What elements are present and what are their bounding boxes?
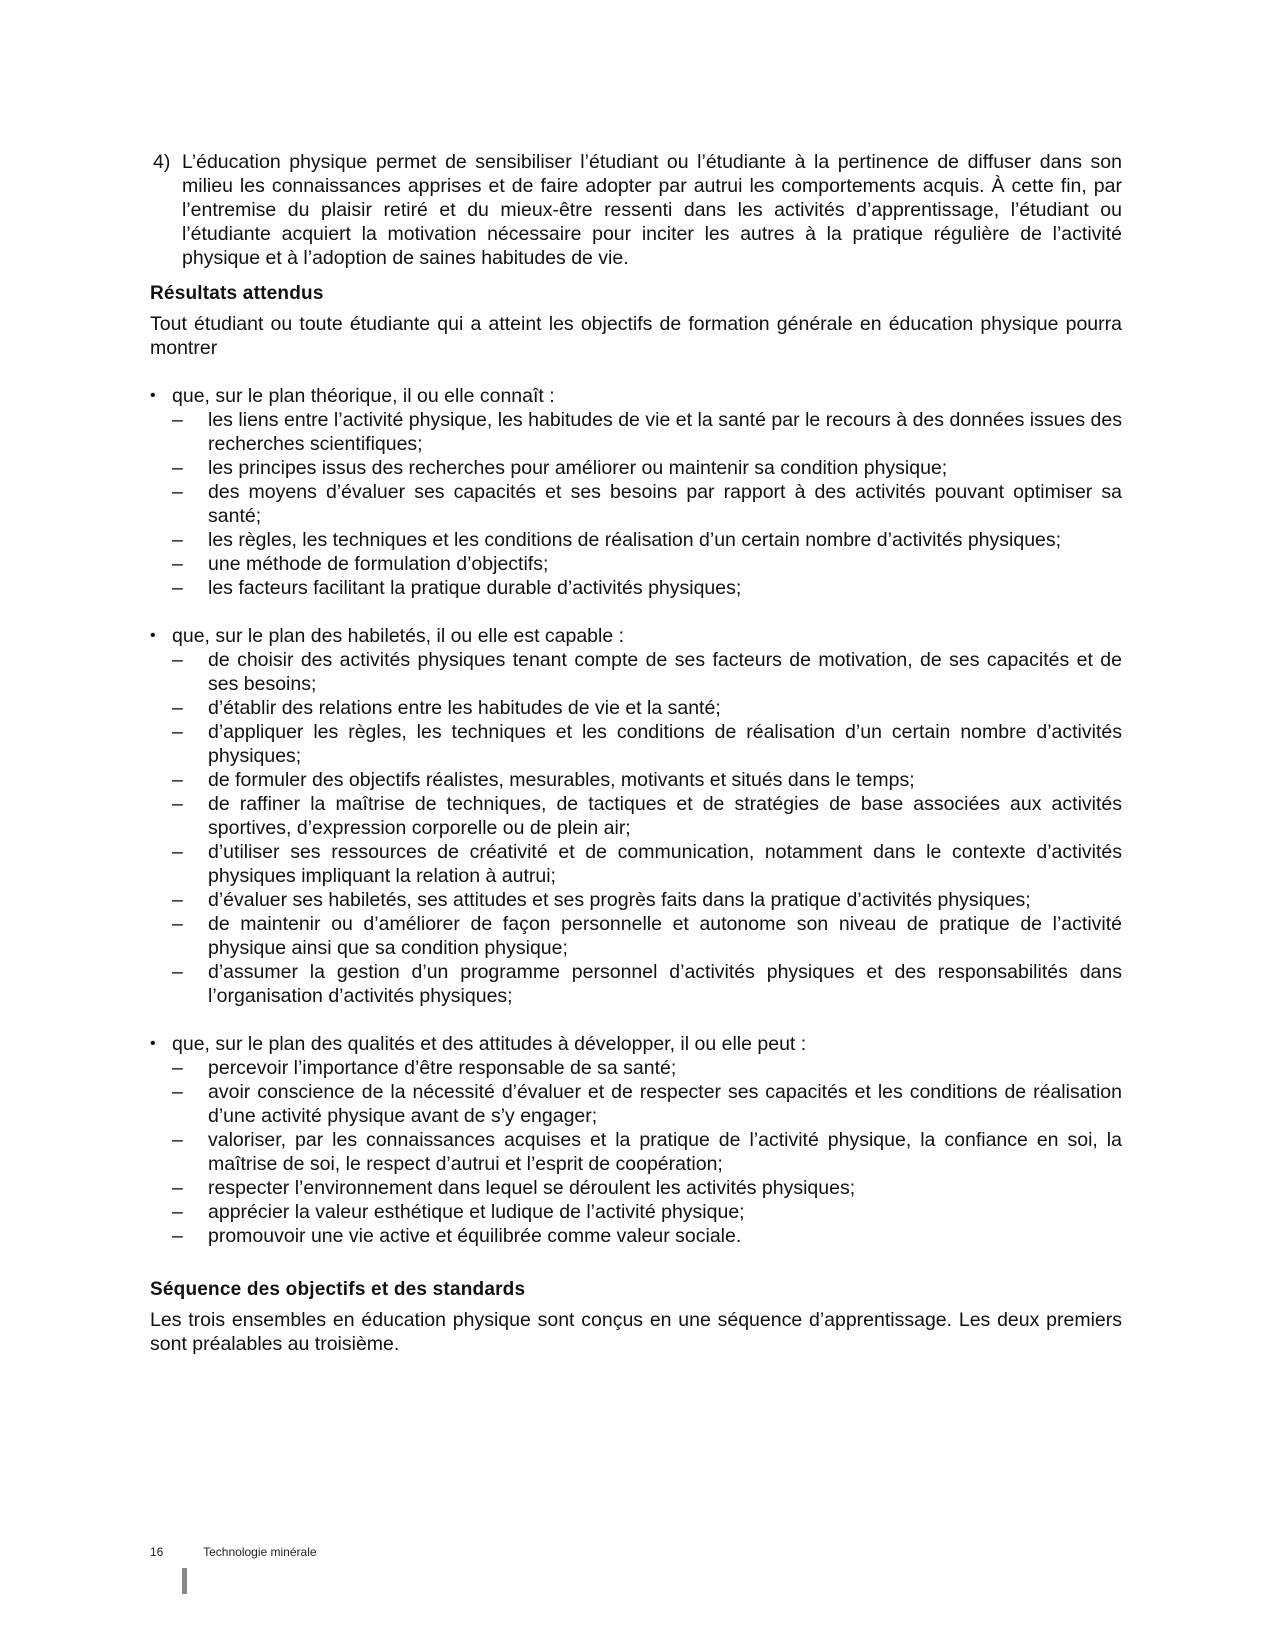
- list-item-text: avoir conscience de la nécessité d’évaluer et de respecter ses capacités et les conditions de réalisation d’une activité physique avant de s’y engager;: [208, 1081, 1122, 1127]
- dash-icon: –: [172, 913, 183, 935]
- dash-icon: –: [172, 577, 183, 599]
- list-item: [150, 768, 1122, 792]
- footer-bar: [182, 1568, 187, 1594]
- list-item-text: respecter l’environnement dans lequel se déroulent les activités physiques;: [208, 1177, 856, 1199]
- list-item-text: d’utiliser ses ressources de créativité et de communication, notamment dans le contexte d’activités physiques impliquant la relation à autrui;: [208, 841, 1122, 887]
- list-item: [150, 960, 1122, 1008]
- list-item: [150, 576, 1122, 600]
- sequence-heading: Séquence des objectifs et des standards: [150, 1279, 526, 1300]
- page-content: [150, 150, 1122, 1356]
- bullet-icon: •: [150, 1035, 156, 1052]
- list-item-text: de raffiner la maîtrise de techniques, de tactiques et de stratégies de base associées aux activités sportives, d’expression corporelle ou de plein air;: [208, 793, 1122, 839]
- list-item: [150, 1080, 1122, 1128]
- list-item-text: d’appliquer les règles, les techniques et les conditions de réalisation d’un certain nombre d’activités physiques;: [208, 721, 1122, 767]
- list-item-text: de maintenir ou d’améliorer de façon personnelle et autonome son niveau de pratique de l’activité physique ainsi que sa condition physique;: [208, 913, 1122, 959]
- dash-icon: –: [172, 457, 183, 479]
- list-item-text: d’évaluer ses habiletés, ses attitudes et ses progrès faits dans la pratique d’activités physiques;: [208, 889, 1031, 911]
- list-item: [150, 480, 1122, 528]
- dash-icon: –: [172, 649, 183, 671]
- list-item: [150, 792, 1122, 840]
- list-item: [150, 1200, 1122, 1224]
- dash-icon: –: [172, 529, 183, 551]
- dash-icon: –: [172, 889, 183, 911]
- sequence-text: Les trois ensembles en éducation physique sont conçus en une séquence d’apprentissage. Les deux premiers sont préalables au troisième.: [150, 1309, 1122, 1355]
- list-item-text: promouvoir une vie active et équilibrée comme valeur sociale.: [208, 1225, 742, 1247]
- list-item: [150, 528, 1122, 552]
- dash-icon: –: [172, 961, 183, 983]
- bullet-group-skills: [150, 624, 1122, 1008]
- bullet-head: [150, 384, 1122, 408]
- list-item: [150, 888, 1122, 912]
- list-item: [150, 456, 1122, 480]
- bullet-head-text: que, sur le plan des qualités et des attitudes à développer, il ou elle peut :: [172, 1033, 807, 1055]
- list-item-text: d’assumer la gestion d’un programme personnel d’activités physiques et des responsabilités dans l’organisation d’activités physiques;: [208, 961, 1122, 1007]
- list-item-text: une méthode de formulation d’objectifs;: [208, 553, 549, 575]
- bullet-icon: •: [150, 627, 156, 644]
- list-item: [150, 720, 1122, 768]
- dash-icon: –: [172, 1057, 183, 1079]
- bullet-head: [150, 1032, 1122, 1056]
- list-item: [150, 840, 1122, 888]
- dash-list: [150, 1056, 1122, 1248]
- list-item: [150, 1056, 1122, 1080]
- dash-icon: –: [172, 769, 183, 791]
- list-item-text: les facteurs facilitant la pratique durable d’activités physiques;: [208, 577, 742, 599]
- bullet-group-attitudes: [150, 1032, 1122, 1248]
- bullet-head-text: que, sur le plan des habiletés, il ou elle est capable :: [172, 625, 625, 647]
- list-item-text: apprécier la valeur esthétique et ludique de l’activité physique;: [208, 1201, 745, 1223]
- page-number: 16: [150, 1545, 164, 1559]
- dash-icon: –: [172, 1081, 183, 1103]
- dash-icon: –: [172, 697, 183, 719]
- item-text: L’éducation physique permet de sensibiliser l’étudiant ou l’étudiante à la pertinence de diffuser dans son milieu les connaissances apprises et de faire adopter par autrui les comportements acquis. À cette fin, par l’entremise du plaisir retiré et du mieux-être ressenti dans les activités d’apprentissage, l’étudiant ou l’étudiante acquiert la motivation nécessaire pour inciter les autres à la pratique régulière de l’activité physique et à l’adoption de saines habitudes de vie.: [182, 151, 1122, 269]
- bullet-head: [150, 624, 1122, 648]
- list-item: [150, 1128, 1122, 1176]
- list-item: [150, 696, 1122, 720]
- list-item: [150, 912, 1122, 960]
- bullet-icon: •: [150, 387, 156, 404]
- item-number: 4): [153, 151, 171, 173]
- dash-icon: –: [172, 481, 183, 503]
- dash-icon: –: [172, 1225, 183, 1247]
- dash-icon: –: [172, 553, 183, 575]
- list-item-text: les principes issus des recherches pour améliorer ou maintenir sa condition physique;: [208, 457, 948, 479]
- dash-icon: –: [172, 841, 183, 863]
- list-item-text: valoriser, par les connaissances acquises et la pratique de l’activité physique, la confiance en soi, la maîtrise de soi, le respect d’autrui et l’esprit de coopération;: [208, 1129, 1122, 1175]
- footer-title: Technologie minérale: [203, 1545, 317, 1559]
- dash-icon: –: [172, 1129, 183, 1151]
- list-item-text: des moyens d’évaluer ses capacités et ses besoins par rapport à des activités pouvant optimiser sa santé;: [208, 481, 1122, 527]
- list-item: [150, 648, 1122, 696]
- list-item: [150, 1176, 1122, 1200]
- list-item-text: percevoir l’importance d’être responsable de sa santé;: [208, 1057, 677, 1079]
- results-intro: Tout étudiant ou toute étudiante qui a atteint les objectifs de formation générale en éducation physique pourra montrer: [150, 313, 1122, 359]
- list-item: [150, 408, 1122, 456]
- dash-icon: –: [172, 1177, 183, 1199]
- list-item-text: les liens entre l’activité physique, les habitudes de vie et la santé par le recours à des données issues des recherches scientifiques;: [208, 409, 1122, 455]
- list-item: [150, 552, 1122, 576]
- dash-list: [150, 408, 1122, 600]
- dash-list: [150, 648, 1122, 1008]
- bullet-group-theory: [150, 384, 1122, 600]
- dash-icon: –: [172, 793, 183, 815]
- list-item-text: d’établir des relations entre les habitudes de vie et la santé;: [208, 697, 721, 719]
- page-footer: [150, 1545, 317, 1559]
- dash-icon: –: [172, 409, 183, 431]
- list-item-text: de formuler des objectifs réalistes, mesurables, motivants et situés dans le temps;: [208, 769, 915, 791]
- dash-icon: –: [172, 721, 183, 743]
- bullet-head-text: que, sur le plan théorique, il ou elle connaît :: [172, 385, 555, 407]
- dash-icon: –: [172, 1201, 183, 1223]
- list-item-text: les règles, les techniques et les conditions de réalisation d’un certain nombre d’activités physiques;: [208, 529, 1062, 551]
- results-heading: Résultats attendus: [150, 283, 324, 304]
- list-item-text: de choisir des activités physiques tenant compte de ses facteurs de motivation, de ses capacités et de ses besoins;: [208, 649, 1122, 695]
- list-item: [150, 1224, 1122, 1248]
- numbered-item-4: [150, 150, 1122, 270]
